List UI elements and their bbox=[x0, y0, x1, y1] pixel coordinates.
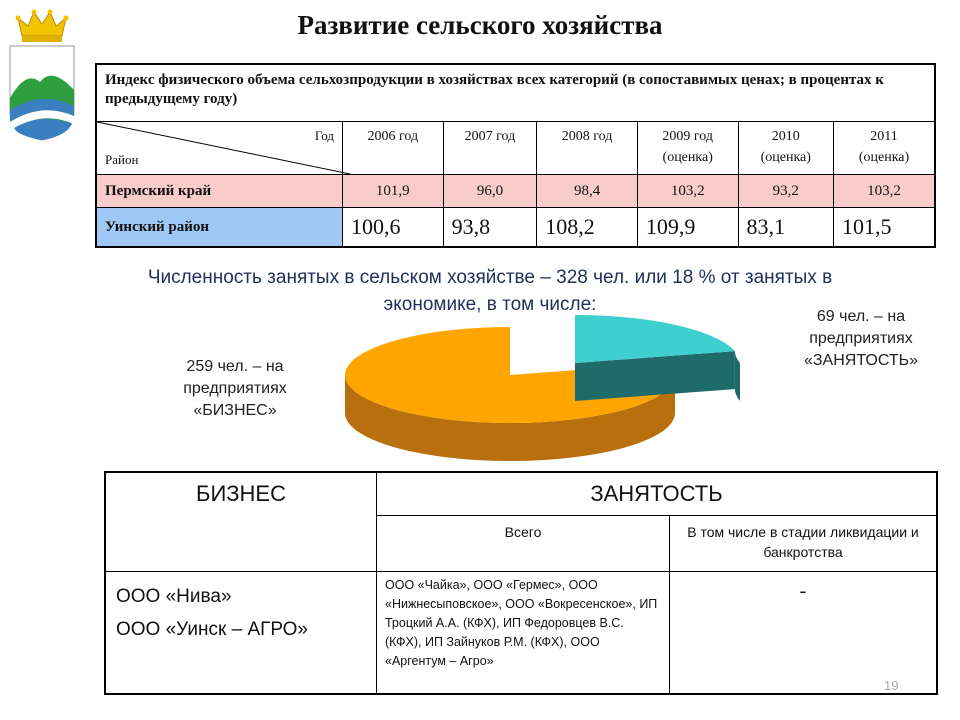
header-year: Год bbox=[314, 128, 334, 143]
column-header: 2007 год bbox=[443, 122, 537, 175]
column-header: 2010 (оценка) bbox=[738, 122, 834, 175]
table-cell: 103,2 bbox=[834, 175, 936, 208]
page-title: Развитие сельского хозяйства bbox=[297, 10, 663, 40]
list-item: ООО «Нива» bbox=[116, 586, 232, 607]
header-region: Район bbox=[105, 152, 139, 167]
row-name: Пермский край bbox=[96, 175, 343, 208]
production-index-table bbox=[95, 63, 936, 248]
employment-line-1: Численность занятых в сельском хозяйстве – 328 чел. или 18 % от занятых в bbox=[147, 267, 833, 288]
column-header: 2009 год (оценка) bbox=[637, 122, 738, 175]
table-row-perm-krai bbox=[96, 175, 935, 208]
table-cell: 109,9 bbox=[637, 208, 738, 248]
zanyatost-org-list: ООО «Чайка», ООО «Гермес», ООО «Нижнесыповское», ООО «Вокресенское», ИП Троцкий А.А. (КФХ), ИП Федоровцев В.С. (КФХ), ИП Зайнуков Р.М. (КФХ), ООО «Аргентум – Агро» bbox=[377, 572, 670, 694]
pie-side-zanyatost bbox=[735, 351, 740, 401]
liquidation-subheader: В том числе в стадии ликвидации и банкротства bbox=[670, 516, 938, 572]
table-cell: 93,2 bbox=[738, 175, 834, 208]
table-cell: 101,5 bbox=[834, 208, 936, 248]
table-cell: 101,9 bbox=[343, 175, 444, 208]
table-cell: 108,2 bbox=[537, 208, 638, 248]
table-cell: 100,6 bbox=[343, 208, 444, 248]
employment-line-2: экономике, в том числе: bbox=[383, 294, 597, 315]
column-header: 2008 год bbox=[537, 122, 638, 175]
list-item: ООО «Уинск – АГРО» bbox=[116, 619, 309, 640]
row-name: Уинский район bbox=[96, 208, 343, 248]
table-cell: 93,8 bbox=[443, 208, 537, 248]
biznes-header: БИЗНЕС bbox=[105, 472, 377, 572]
zanyatost-header: ЗАНЯТОСТЬ bbox=[377, 472, 938, 516]
pie-label-biznes: 259 чел. – на предприятиях «БИЗНЕС» bbox=[183, 358, 287, 419]
column-header: 2011 (оценка) bbox=[834, 122, 936, 175]
column-header: 2006 год bbox=[343, 122, 444, 175]
biznes-org-list bbox=[105, 572, 377, 694]
total-subheader: Всего bbox=[377, 516, 670, 572]
table-cell: 98,4 bbox=[537, 175, 638, 208]
table-cell: 103,2 bbox=[637, 175, 738, 208]
table-cell: 96,0 bbox=[443, 175, 537, 208]
table-caption: Индекс физического объема сельхозпродукции в хозяйствах всех категорий (в сопоставимых ценах; в процентах к предыдущему году) bbox=[96, 64, 935, 122]
employment-pie-chart bbox=[340, 300, 750, 470]
page-number: 19 bbox=[884, 678, 899, 693]
organizations-table bbox=[104, 471, 938, 695]
pie-label-zanyatost: 69 чел. – на предприятиях «ЗАНЯТОСТЬ» bbox=[803, 308, 919, 369]
diagonal-header-cell bbox=[96, 122, 343, 175]
table-row-uinsk-raion bbox=[96, 208, 935, 248]
table-cell: 83,1 bbox=[738, 208, 834, 248]
liquidation-value: - bbox=[670, 572, 938, 694]
